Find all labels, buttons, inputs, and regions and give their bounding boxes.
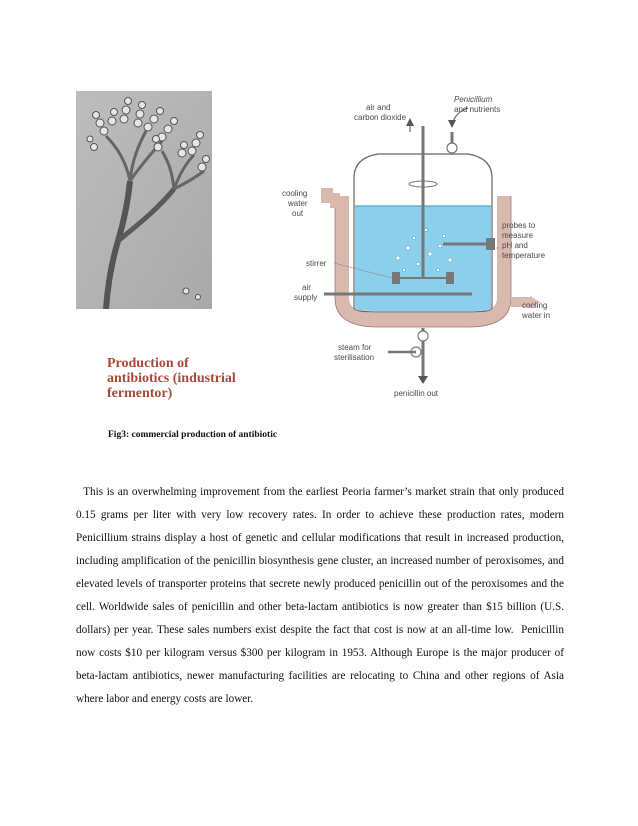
- label-probes-3: pH and: [502, 241, 528, 250]
- label-probes-1: probes to: [502, 221, 536, 230]
- photo-caption: [107, 356, 287, 401]
- figure-caption: Fig3: commercial production of antibiotic: [108, 430, 278, 440]
- label-stirrer: stirrer: [306, 259, 327, 268]
- label-cooling-out-1: cooling: [282, 189, 308, 198]
- body-paragraph: This is an overwhelming improvement from the earliest Peoria farmer’s market strain that only produced 0.15 grams per liter with very low recovery rates. In order to achieve these production rates, modern Penicillium strains display a host of genetic and cellular modifications that result in increased production, including amplification of the penicillin biosynthesis gene cluster, an increased number of peroxisomes, and elevated levels of transporter proteins that secrete newly produced penicillin out of the peroxisomes and the cell. Worldwide sales of penicillin and other beta-lactam antibiotics is now greater than $15 billion (U.S. dollars) per year. These sales numbers exist despite the fact that cost is now at an all-time low. Penicillin now costs $10 per kilogram versus $300 per kilogram in 1953. Although Europe is the major producer of beta-lactam antibiotics, newer manufacturing facilities are relocating to China and other regions of Asia where labor and energy costs are lower.: [76, 486, 567, 705]
- label-probes-2: measure: [502, 231, 534, 240]
- label-penicillin-out: penicillin out: [394, 389, 439, 398]
- penicillium-micrograph: [76, 91, 212, 309]
- photo-caption-line-2: antibiotics (industrial: [107, 371, 236, 386]
- label-cooling-in-2: water in: [522, 311, 551, 320]
- label-cooling-out-2: water: [288, 199, 308, 208]
- label-steam-2: sterilisation: [334, 353, 375, 362]
- label-penicillium-1: Penicillium: [454, 95, 493, 104]
- label-probes-4: temperature: [502, 251, 546, 260]
- photo-caption-line-1: Production of: [107, 356, 189, 371]
- label-cooling-out-3: out: [292, 209, 304, 218]
- label-air-supply-2: supply: [294, 293, 318, 302]
- label-steam-1: steam for: [338, 343, 372, 352]
- label-cooling-in-1: cooling: [522, 301, 548, 310]
- label-air-co2-1: air and: [366, 103, 391, 112]
- label-air-co2-2: carbon dioxide: [354, 113, 407, 122]
- photo-caption-line-3: fermentor): [107, 386, 173, 401]
- label-air-supply-1: air: [302, 283, 311, 292]
- fermentor-diagram: [268, 88, 568, 418]
- label-penicillium-2: and nutrients: [454, 105, 501, 114]
